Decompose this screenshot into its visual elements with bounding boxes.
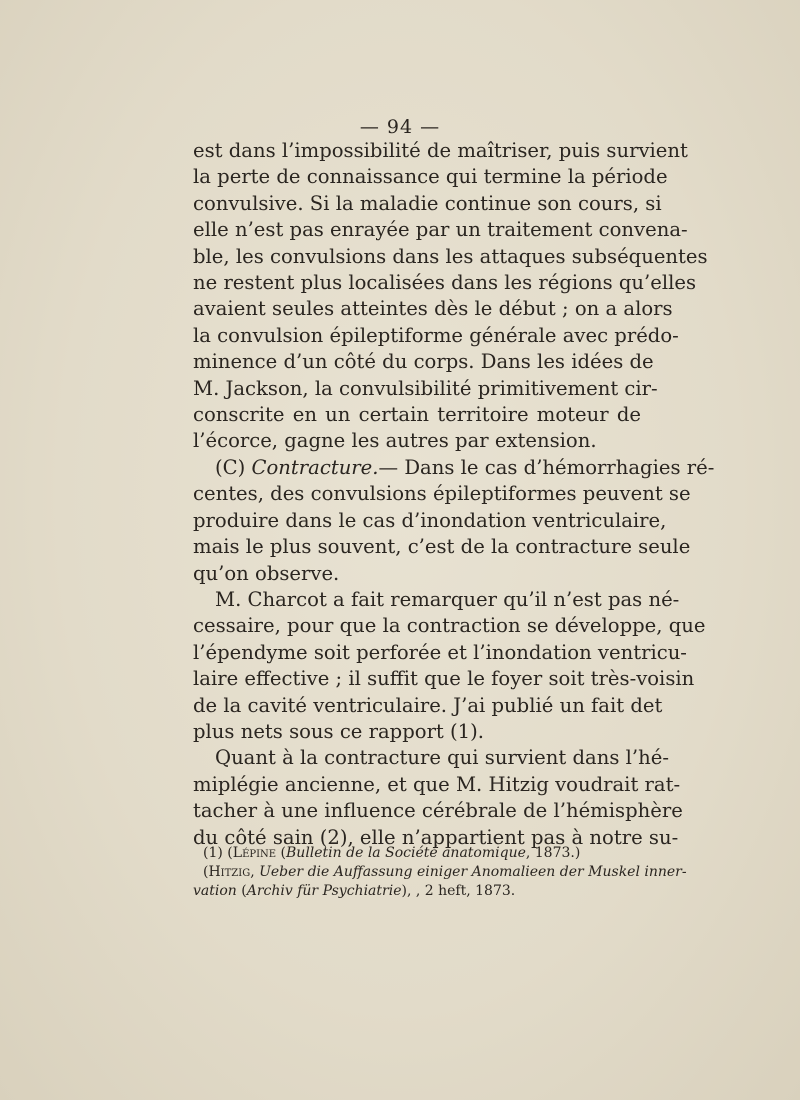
- footnote-1: (1) (Lépine (Bulletin de la Société anatomique, 1873.): [203, 845, 581, 861]
- text-line: est dans l’impossibilité de maîtriser, puis survient: [193, 139, 688, 162]
- footnote-rest: (: [236, 883, 247, 899]
- footnote-2: (Hitzig, Ueber die Auffassung einiger Anomalieen der Muskel inner-: [203, 864, 687, 880]
- footnote-tail: , 2 heft, 1873.: [415, 883, 516, 899]
- text-line: centes, des convulsions épileptiformes peuvent se: [193, 482, 691, 506]
- section-title: Contracture.: [251, 455, 379, 479]
- text-line: l’épendyme soit perforée et l’inondation ventricu-: [193, 640, 687, 664]
- text-line: tacher à une influence cérébrale de l’hémisphère: [193, 799, 683, 823]
- main-text: [193, 138, 715, 851]
- footnote-marker: (1): [203, 845, 223, 861]
- text-line: laire effective ; il suffit que le foyer soit très-voisin: [193, 667, 695, 691]
- text-line: minence d’un côté du corps. Dans les idées de: [193, 350, 654, 374]
- text-line: la perte de connaissance qui termine la période: [193, 165, 668, 189]
- footnote-author: (Lépine: [227, 845, 277, 861]
- footnote-2-cont: vation (Archiv für Psychiatrie), , 2 heft, 1873.: [193, 883, 516, 899]
- footnote-rest: , 1873.): [525, 845, 581, 861]
- text-line-lead: [193, 455, 715, 481]
- paragraph-3: [193, 587, 706, 745]
- footnote-author: Hitzig: [208, 864, 251, 880]
- text-line: ne restent plus localisées dans les régions qu’elles: [193, 271, 697, 295]
- section-label: (C): [215, 455, 246, 479]
- text-line: elle n’est pas enrayée par un traitement convena-: [193, 218, 688, 242]
- text-line: produire dans le cas d’inondation ventriculaire,: [193, 508, 667, 532]
- page-number: — 94 —: [359, 116, 441, 138]
- text-line: plus nets sous ce rapport (1).: [193, 719, 485, 743]
- footnotes: [193, 844, 687, 901]
- text-line: avaient seules atteintes dès le début ; on a alors: [193, 297, 673, 321]
- footnote-journal: Archiv für Psychiatrie: [246, 883, 402, 899]
- footnote-marker: (: [203, 864, 209, 880]
- footnote-title: Ueber die Auffassung einiger Anomalieen der Muskel inner-: [259, 864, 687, 880]
- text-line: M. Charcot a fait remarquer qu’il n’est pas né-: [215, 587, 680, 611]
- text-line: cessaire, pour que la contraction se développe, que: [193, 614, 706, 638]
- paragraph-1: [193, 138, 708, 455]
- text-line: l’écorce, gagne les autres par extension.: [193, 429, 597, 453]
- paragraph-2: [193, 455, 715, 587]
- text-line: qu’on observe.: [193, 561, 340, 585]
- footnote-title: Bulletin de la Société anatomique: [286, 845, 526, 861]
- text-line: ble, les convulsions dans les attaques subséquentes: [193, 244, 708, 268]
- footnote-title: vation: [193, 883, 237, 899]
- paragraph-4: [193, 745, 683, 851]
- text-line: M. Jackson, la convulsibilité primitivement cir-: [193, 376, 658, 400]
- text-line: mais le plus souvent, c’est de la contracture seule: [193, 535, 691, 559]
- text-line: la convulsion épileptiforme générale avec prédo-: [193, 323, 679, 347]
- text-line: convulsive. Si la maladie continue son cours, si: [193, 191, 662, 215]
- text-run: — Dans le cas d’hémorrhagies ré-: [378, 455, 715, 479]
- text-line: du côté sain (2), elle n’appartient pas à notre su-: [193, 825, 679, 849]
- text-line: miplégie ancienne, et que M. Hitzig voudrait rat-: [193, 772, 681, 796]
- text-line: Quant à la contracture qui survient dans l’hé-: [215, 746, 669, 770]
- text-line: conscrite en un certain territoire moteur de: [193, 403, 641, 427]
- text-line: de la cavité ventriculaire. J’ai publié un fait det: [193, 693, 663, 717]
